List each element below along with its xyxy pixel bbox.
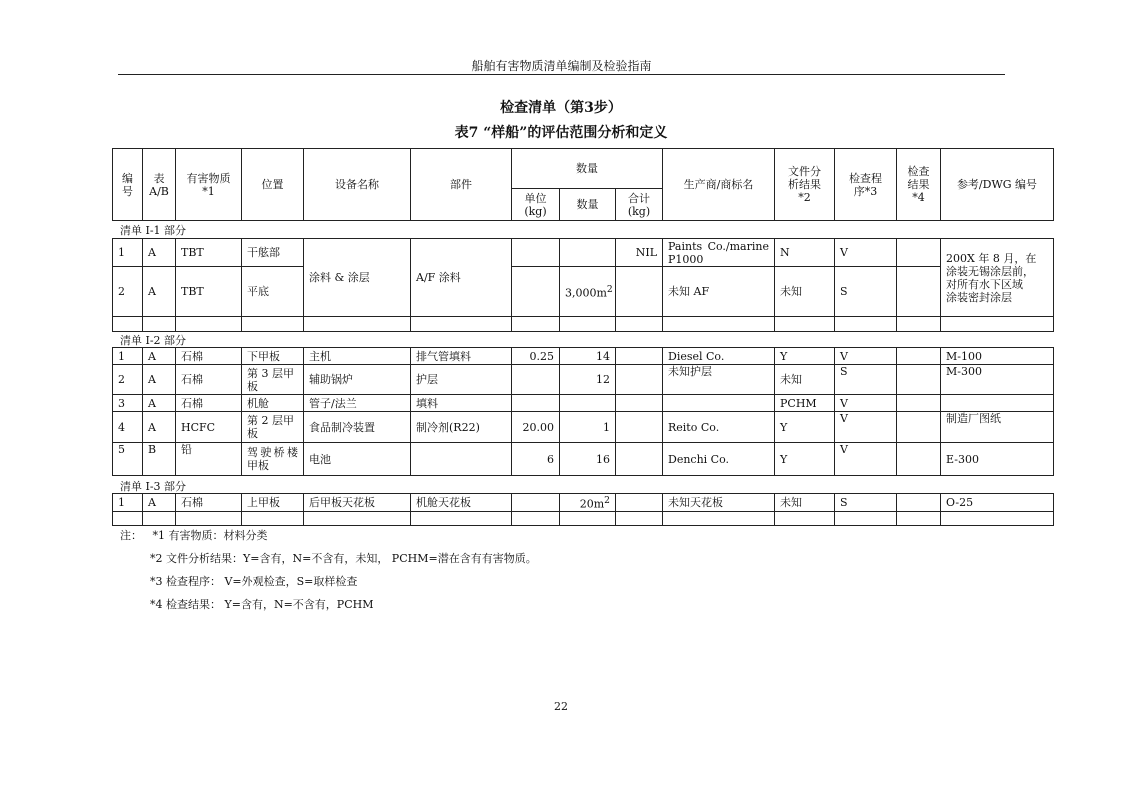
note-2: *2 文件分析结果：Y=含有，N=不含有，未知， PCHM=潜在含有有害物质。 (150, 552, 537, 565)
header-rule (118, 74, 1005, 75)
table-header: 编 号 表 A/B 有害物质 *1 位置 设备名称 部件 数量 生产商/商标名 文件分 析结果 *2 检查程 序*3 检查 结果 *4 参考/DWG 编号 单位 (kg) 数量 合计 (kg) (112, 148, 1054, 221)
running-header: 船舶有害物质清单编制及检验指南 (471, 59, 652, 73)
notes-label: 注： (120, 529, 142, 542)
note-3: *3 检查程序： V=外观检查，S=取样检查 (150, 575, 358, 588)
shared-equipment: 涂料 & 涂层 (304, 239, 411, 317)
table-section-2 (112, 347, 1054, 476)
table-row (113, 317, 1054, 332)
ref-note: 200X 年 8 月，在 涂装无锡涂层前， 对所有水下区域 涂装密封涂层 (941, 239, 1054, 317)
checklist-title: 检查清单（第3步） (500, 100, 622, 116)
notes (120, 524, 537, 616)
table-row: 1 A 石棉 下甲板 主机 排气管填料 0.25 14 Diesel Co. Y V M-100 (113, 348, 1054, 365)
table-row: 1 A TBT 干舷部 涂料 & 涂层 A/F 涂料 NIL Paints Co./marine P1000 N V 200X 年 8 月，在 涂装无锡涂层前， 对所有水下区域 涂装密封涂层 (113, 239, 1054, 267)
section-label-3: 清单 I-3 部分 (120, 480, 187, 493)
note-1: *1 有害物质：材料分类 (152, 529, 268, 542)
page-number: 22 (554, 700, 568, 713)
note-4: *4 检查结果： Y=含有，N=不含有，PCHM (150, 598, 374, 611)
table-section-3 (112, 493, 1054, 526)
table-row: 3 A 石棉 机舱 管子/法兰 填料 PCHM V (113, 395, 1054, 412)
table-row: 2 A 石棉 第 3 层甲板 辅助锅炉 护层 12 未知护层 未知 S M-300 (113, 365, 1054, 395)
table-row: 1 A 石棉 上甲板 后甲板天花板 机舱天花板 $20m^2$ 未知天花板 未知 S O-25 (113, 494, 1054, 512)
shared-part: A/F 涂料 (411, 239, 512, 317)
table-row: 4 A HCFC 第 2 层甲板 食品制冷装置 制冷剂(R22) 20.00 1 Reito Co. Y V 制造厂图纸 (113, 412, 1054, 443)
table-section-1 (112, 238, 1054, 332)
table-row: 2 A TBT 平底 $3,000m^2$ 未知 AF 未知 S (113, 267, 1054, 317)
section-label-2: 清单 I-2 部分 (120, 334, 187, 347)
table-row: 5 B 铅 驾驶桥楼甲板 电池 6 16 Denchi Co. Y V E-300 (113, 443, 1054, 476)
table-title: 表7 “样船”的评估范围分析和定义 (454, 125, 668, 141)
section-label-1: 清单 I-1 部分 (120, 224, 187, 237)
